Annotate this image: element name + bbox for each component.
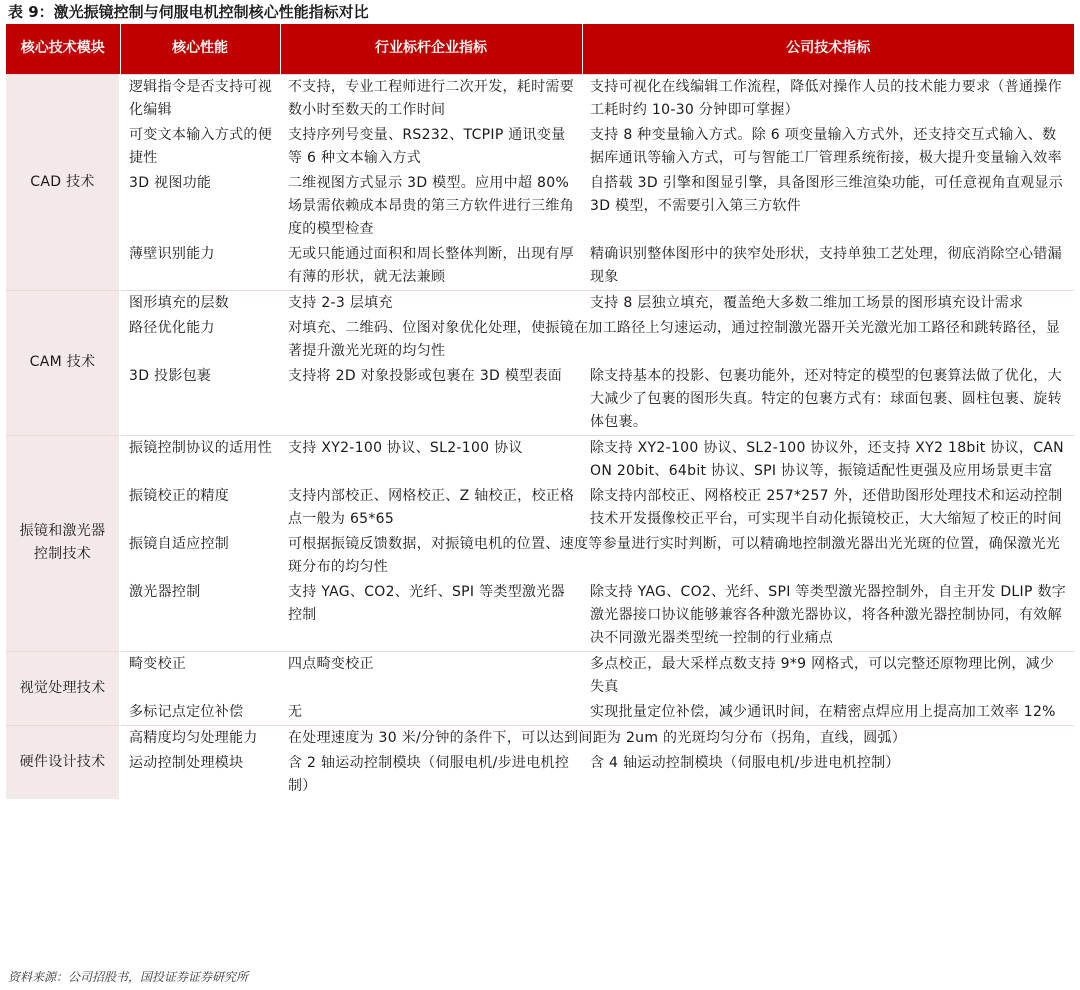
industry-cell: 支持将 2D 对象投影或包裹在 3D 模型表面 (288, 367, 563, 384)
module-cell-cad: CAD 技术 (6, 74, 120, 290)
company-cell: 除支持 XY2-100 协议、SL2-100 协议外，还支持 XY2 18bit 协议，CANON 20bit、64bit 协议、SPI 协议等，振镜适配性更强及应用场景更丰富 (582, 435, 1074, 484)
header-cell-company: 公司技术指标 (582, 24, 1074, 74)
company-cell: 多点校正，最大采样点数支持 9*9 网格式，可以完整还原物理比例，减少失真 (582, 651, 1074, 700)
industry-cell: 支持序列号变量、RS232、TCPIP 通讯变量等 6 种文本输入方式 (288, 126, 566, 166)
header-row (6, 24, 1074, 74)
company-cell: 除支持内部校正、网格校正 257*257 外，还借助图形处理技术和运动控制技术开发摄像校正平台，可实现半自动化振镜校正，大大缩短了校正的时间 (590, 487, 1063, 527)
table-row (6, 484, 1074, 532)
table-title: 表 9：激光振镜控制与伺服电机控制核心性能指标对比 (8, 3, 369, 21)
industry-cell: 二维视图方式显示 3D 模型。应用中超 80%场景需依赖成本昂贵的第三方软件进行三维角度的模型检查 (288, 174, 574, 237)
company-cell: 支持 8 层独立填充，覆盖绝大多数二维加工场景的图形填充设计需求 (582, 290, 1074, 316)
performance-cell: 3D 视图功能 (129, 174, 212, 191)
performance-cell: 3D 投影包裹 (129, 367, 212, 384)
module-cell-cam: CAM 技术 (6, 290, 120, 435)
industry-cell: 不支持，专业工程师进行二次开发，耗时需要数小时至数天的工作时间 (280, 74, 582, 123)
company-cell: 支持可视化在线编辑工作流程，降低对操作人员的技术能力要求（普通操作工耗时约 10-30 分钟即可掌握） (582, 74, 1074, 123)
company-cell: 支持 8 种变量输入方式。除 6 项变量输入方式外，还支持交互式输入、数据库通讯等输入方式，可与智能工厂管理系统衔接，极大提升变量输入效率 (590, 126, 1062, 166)
table-row (6, 751, 1074, 799)
industry-cell: 四点畸变校正 (280, 651, 582, 700)
header-cell-module: 核心技术模块 (6, 24, 120, 74)
table-row (6, 651, 1074, 700)
table-row (6, 171, 1074, 242)
performance-cell: 高精度均匀处理能力 (120, 725, 280, 751)
industry-cell: 无 (288, 703, 303, 720)
performance-cell: 振镜控制协议的适用性 (120, 435, 280, 484)
industry-cell: 支持 XY2-100 协议、SL2-100 协议 (280, 435, 582, 484)
performance-cell: 路径优化能力 (129, 319, 215, 336)
performance-cell: 薄壁识别能力 (129, 245, 215, 262)
merged-metric-cell: 对填充、二维码、位图对象优化处理，使振镜在加工路径上匀速运动，通过控制激光器开关光激光加工路径和跳转路径，显著提升激光光斑的均匀性 (288, 319, 1061, 359)
performance-cell: 多标记点定位补偿 (129, 703, 244, 720)
performance-cell: 振镜自适应控制 (129, 535, 230, 552)
performance-cell: 畸变校正 (120, 651, 280, 700)
industry-cell: 无或只能通过面积和周长整体判断，出现有厚有薄的形状，就无法兼顾 (288, 245, 574, 285)
table-row (6, 242, 1074, 291)
header-cell-industry: 行业标杆企业指标 (280, 24, 582, 74)
module-cell-hardware: 硬件设计技术 (6, 725, 120, 799)
performance-cell: 激光器控制 (129, 583, 201, 600)
merged-metric-cell: 在处理速度为 30 米/分钟的条件下，可以达到间距为 2um 的光斑均匀分布（拐角，直线，圆弧） (280, 725, 1074, 751)
performance-cell: 可变文本输入方式的便捷性 (129, 126, 272, 166)
table-row (6, 700, 1074, 726)
table-row (6, 725, 1074, 751)
performance-cell: 逻辑指令是否支持可视化编辑 (120, 74, 280, 123)
table-row (6, 290, 1074, 316)
header-cell-performance: 核心性能 (120, 24, 280, 74)
table-row (6, 435, 1074, 484)
company-cell: 除支持基本的投影、包裹功能外，还对特定的模型的包裹算法做了优化，大大减少了包裹的图形失真。特定的包裹方式有：球面包裹、圆柱包裹、旋转体包裹。 (590, 367, 1062, 430)
company-cell: 精确识别整体图形中的狭窄处形状，支持单独工艺处理，彻底消除空心错漏现象 (590, 245, 1062, 285)
source-note: 资料来源：公司招股书，国投证券证券研究所 (8, 970, 249, 984)
company-cell: 除支持 YAG、CO2、光纤、SPI 等类型激光器控制外，自主开发 DLIP 数字激光器接口协议能够兼容各种激光器协议，将各种激光器控制协同，有效解决不同激光器类型统一控制的行业痛点 (590, 583, 1067, 646)
module-cell-galvo-laser: 振镜和激光器控制技术 (6, 435, 120, 651)
company-cell: 实现批量定位补偿，减少通讯时间，在精密点焊应用上提高加工效率 12% (590, 703, 1056, 720)
table-row (6, 364, 1074, 436)
company-cell: 含 4 轴运动控制模块（伺服电机/步进电机控制） (590, 754, 900, 771)
table-row (6, 74, 1074, 123)
table-row (6, 532, 1074, 580)
module-cell-vision: 视觉处理技术 (6, 651, 120, 725)
industry-cell: 支持 YAG、CO2、光纤、SPI 等类型激光器控制 (288, 583, 565, 623)
table-row (6, 123, 1074, 171)
company-cell: 自搭载 3D 引擎和图显引擎，具备图形三维渲染功能，可任意视角直观显示 3D 模型，不需要引入第三方软件 (590, 174, 1064, 214)
industry-cell: 含 2 轴运动控制模块（伺服电机/步进电机控制） (288, 754, 570, 794)
industry-cell: 支持 2-3 层填充 (280, 290, 582, 316)
table-row (6, 316, 1074, 364)
table-row (6, 580, 1074, 652)
performance-cell: 运动控制处理模块 (129, 754, 244, 771)
comparison-table (6, 24, 1074, 799)
merged-metric-cell: 可根据振镜反馈数据，对振镜电机的位置、速度等参量进行实时判断，可以精确地控制激光器出光光斑的位置，确保激光光斑分布的均匀性 (288, 535, 1061, 575)
performance-cell: 振镜校正的精度 (129, 487, 230, 504)
industry-cell: 支持内部校正、网格校正、Z 轴校正，校正格点一般为 65*65 (288, 487, 575, 527)
performance-cell: 图形填充的层数 (120, 290, 280, 316)
